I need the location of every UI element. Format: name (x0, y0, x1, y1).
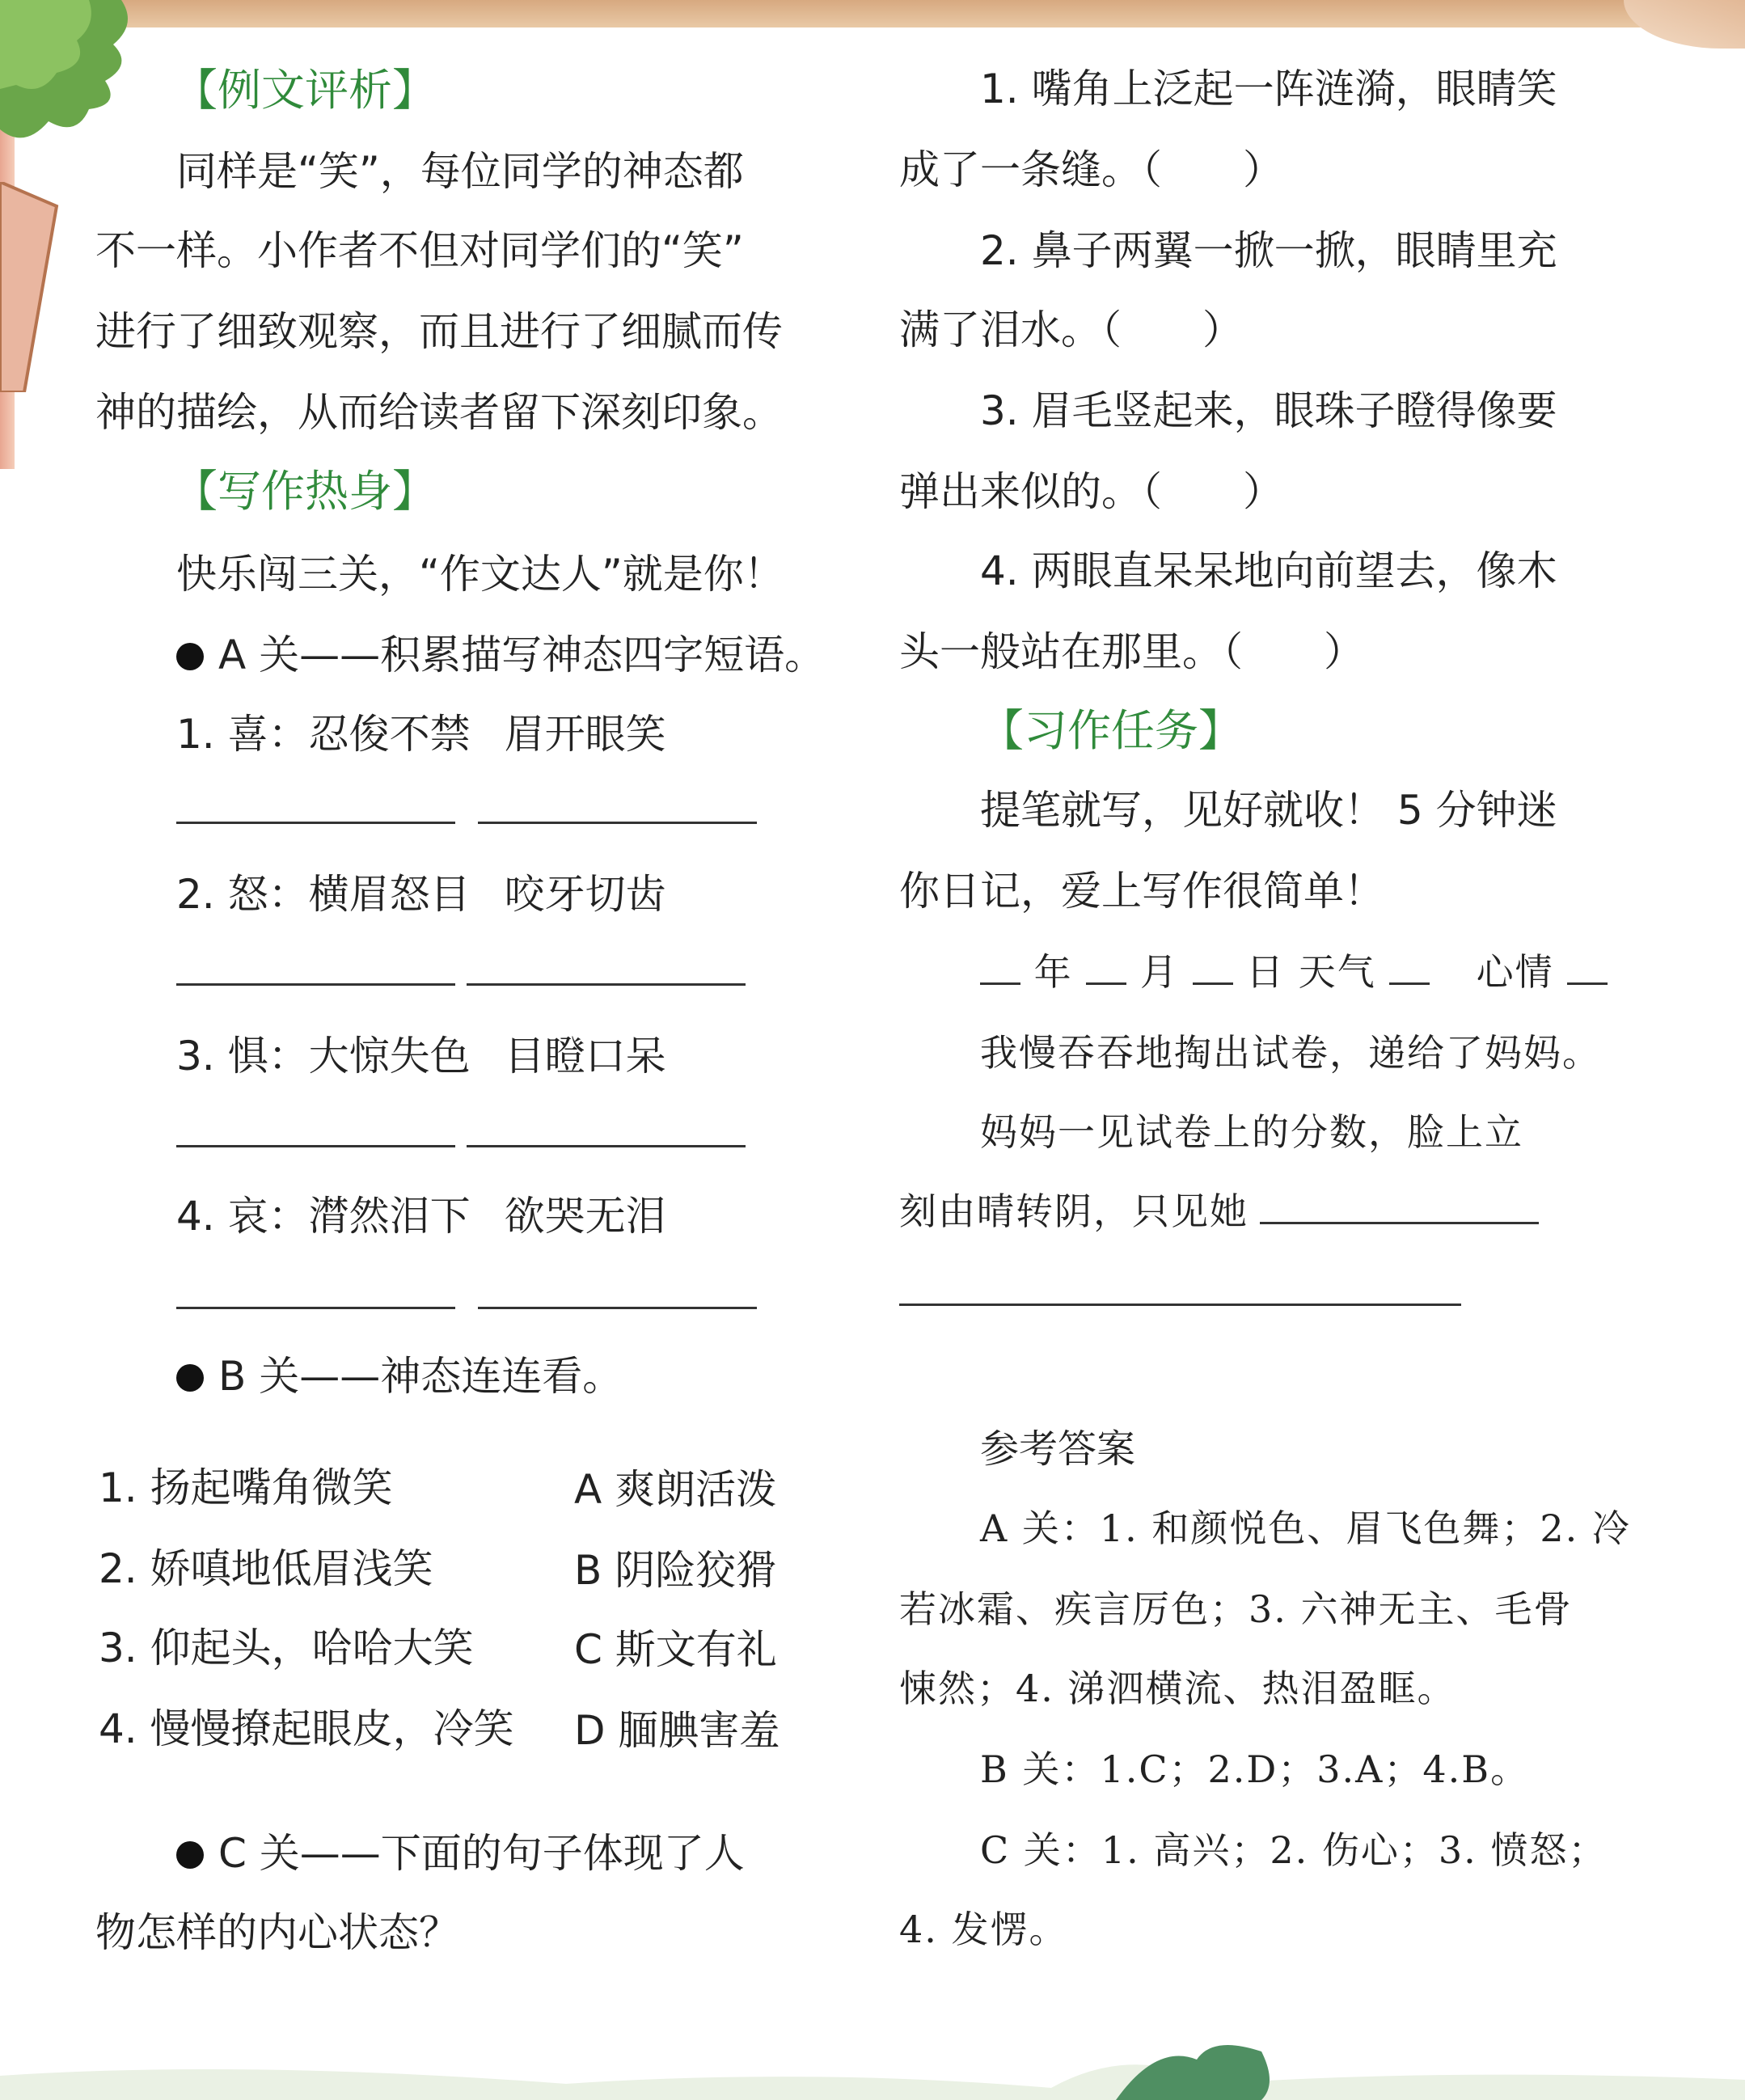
match-left-item[interactable]: 1. 扬起嘴角微笑 (99, 1464, 393, 1511)
match-left-item[interactable]: 2. 娇嗔地低眉浅笑 (99, 1545, 433, 1592)
answers-line: 4. 发愣。 (899, 1908, 1068, 1951)
phrase-2: 欲哭无泪 (504, 1193, 666, 1240)
item-label: 1. 喜： (176, 711, 309, 758)
diary-line: 我慢吞吞地掏出试卷，递给了妈妈。 (980, 1031, 1601, 1075)
task-line: 你日记，爱上写作很简单！ (899, 868, 1384, 915)
item-label: 3. 惧： (176, 1033, 309, 1080)
level-c-question: 4. 两眼直呆呆地向前望去，像木 (980, 547, 1557, 594)
diary-writing-blank[interactable] (1260, 1189, 1539, 1224)
level-c-question: 3. 眉毛竖起来，眼珠子瞪得像要 (980, 387, 1557, 434)
answer-blank[interactable] (467, 1106, 746, 1147)
phrase-1: 忍俊不禁 (308, 711, 471, 758)
answers-line: 悚然；4. 涕泗横流、热泪盈眶。 (899, 1667, 1456, 1710)
answer-blank[interactable] (176, 783, 455, 824)
analysis-heading: 【例文评析】 (174, 65, 436, 116)
level-a-title-text: A 关——积累描写神态四字短语。 (218, 632, 826, 678)
level-a-item (176, 1032, 666, 1080)
answers-line: 若冰霜、疾言厉色；3. 六神无主、毛骨 (899, 1587, 1573, 1631)
month-blank[interactable] (1086, 950, 1126, 985)
bullet-icon (176, 1841, 204, 1869)
answer-blanks-row (176, 783, 757, 835)
answer-blank[interactable] (478, 783, 757, 824)
mood-blank[interactable] (1567, 950, 1608, 985)
answer-blank[interactable] (176, 1268, 455, 1309)
match-right-item[interactable]: D 腼腆害羞 (574, 1707, 780, 1754)
answer-blank[interactable] (176, 944, 455, 986)
diary-writing-blank[interactable] (899, 1271, 1461, 1306)
tree-trunk-illustration (0, 182, 65, 392)
answer-blank[interactable] (467, 944, 746, 986)
task-line: 提笔就写，见好就收！ 5 分钟迷 (980, 787, 1557, 834)
bullet-icon (176, 1364, 204, 1392)
day-blank[interactable] (1193, 950, 1233, 985)
level-b-title (176, 1352, 623, 1401)
level-c-question: 1. 嘴角上泛起一阵涟漪，眼睛笑 (980, 65, 1557, 112)
answer-blank[interactable] (478, 1268, 757, 1309)
level-c-question-continued: 弹出来似的。（ ） (899, 468, 1283, 515)
level-b-title-text: B 关——神态连连看。 (218, 1353, 623, 1400)
phrase-1: 大惊失色 (308, 1033, 471, 1080)
mood-label: 心情 (1476, 950, 1554, 994)
level-a-title (176, 631, 825, 679)
warmup-heading: 【写作热身】 (174, 466, 436, 517)
level-a-item (176, 1192, 666, 1240)
year-label: 年 (1033, 950, 1073, 994)
answers-line: A 关：1. 和颜悦色、眉飞色舞；2. 冷 (980, 1506, 1631, 1550)
phrase-1: 潸然泪下 (308, 1193, 471, 1240)
item-label: 2. 怒： (176, 871, 309, 918)
answer-blanks-row (176, 944, 746, 996)
answer-blanks-row (176, 1106, 746, 1158)
match-right-item[interactable]: B 阴险狡猾 (574, 1547, 777, 1594)
warmup-intro: 快乐闯三关，“作文达人”就是你！ (176, 551, 784, 598)
phrase-1: 横眉怒目 (308, 871, 471, 918)
top-right-corner-decoration (1624, 0, 1745, 49)
answer-blanks-row (176, 1268, 757, 1320)
analysis-line: 不一样。小作者不但对同学们的“笑” (95, 227, 744, 274)
diary-line: 妈妈一见试卷上的分数，脸上立 (980, 1110, 1523, 1154)
grass-illustration (0, 2027, 1745, 2100)
task-heading: 【习作任务】 (980, 705, 1242, 756)
level-c-title-continued: 物怎样的内心状态？ (95, 1909, 459, 1956)
item-label: 4. 哀： (176, 1193, 309, 1240)
answers-line: C 关：1. 高兴；2. 伤心；3. 愤怒； (980, 1828, 1608, 1872)
phrase-2: 眉开眼笑 (504, 711, 666, 758)
diary-line (899, 1187, 1539, 1236)
level-c-title-text: C 关——下面的句子体现了人 (218, 1830, 745, 1877)
answers-heading: 参考答案 (980, 1426, 1136, 1472)
weather-blank[interactable] (1389, 950, 1430, 985)
diary-writing-line (899, 1268, 1461, 1316)
phrase-2: 目瞪口呆 (504, 1033, 666, 1080)
diary-line-text: 刻由晴转阴，只见她 (899, 1189, 1249, 1233)
level-c-question: 2. 鼻子两翼一掀一掀，眼睛里充 (980, 227, 1557, 274)
match-right-item[interactable]: C 斯文有礼 (574, 1626, 777, 1673)
answer-blank[interactable] (176, 1106, 455, 1147)
analysis-line: 进行了细致观察，而且进行了细腻而传 (95, 308, 783, 355)
bullet-icon (176, 643, 204, 670)
diary-header (980, 948, 1608, 996)
top-border-decoration (0, 0, 1745, 27)
level-c-question-continued: 头一般站在那里。（ ） (899, 628, 1364, 675)
analysis-line: 神的描绘，从而给读者留下深刻印象。 (95, 389, 783, 436)
match-right-item[interactable]: A 爽朗活泼 (574, 1466, 777, 1513)
level-a-item (176, 870, 666, 919)
analysis-line: 同样是“笑”，每位同学的神态都 (176, 148, 744, 195)
level-c-title (176, 1829, 745, 1878)
answers-line: B 关：1.C；2.D；3.A；4.B。 (980, 1747, 1530, 1791)
level-c-question-continued: 满了泪水。（ ） (899, 306, 1243, 353)
day-weather-label: 日 天气 (1246, 950, 1376, 994)
level-a-item (176, 710, 666, 758)
match-left-item[interactable]: 3. 仰起头，哈哈大笑 (99, 1625, 474, 1671)
year-blank[interactable] (980, 950, 1020, 985)
month-label: 月 (1139, 950, 1179, 994)
tree-leaves-illustration (0, 0, 146, 154)
phrase-2: 咬牙切齿 (504, 871, 666, 918)
match-left-item[interactable]: 4. 慢慢撩起眼皮，冷笑 (99, 1705, 514, 1752)
level-c-question-continued: 成了一条缝。（ ） (899, 146, 1283, 193)
